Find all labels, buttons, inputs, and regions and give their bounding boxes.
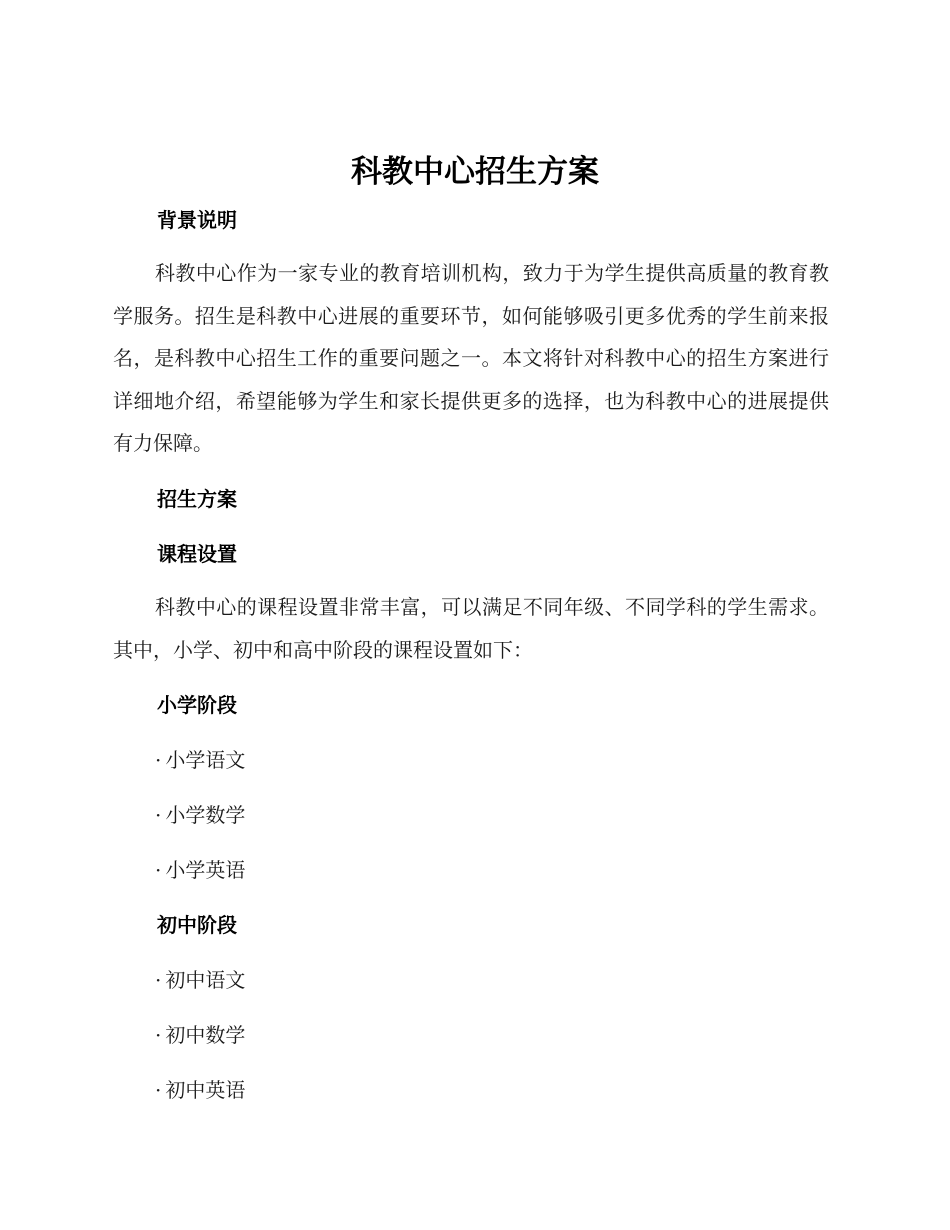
bullet-icon: ·	[155, 858, 162, 882]
list-item	[155, 745, 245, 775]
background-paragraph: 科教中心作为一家专业的教育培训机构，致力于为学生提供高质量的教育教学服务。招生是科教中心进展的重要环节，如何能够吸引更多优秀的学生前来报名，是科教中心招生工作的重要问题之一。本文将针对科教中心的招生方案进行详细地介绍，希望能够为学生和家长提供更多的选择，也为科教中心的进展提供有力保障。	[113, 261, 829, 455]
list-item	[155, 800, 245, 830]
subheading-primary-stage: 小学阶段	[157, 693, 237, 717]
section-heading-plan: 招生方案	[157, 487, 237, 511]
list-item-label: 初中数学	[165, 1023, 246, 1047]
bullet-icon: ·	[155, 748, 162, 772]
bullet-icon: ·	[155, 968, 162, 992]
subheading-junior-stage: 初中阶段	[157, 913, 237, 937]
course-paragraph: 科教中心的课程设置非常丰富，可以满足不同年级、不同学科的学生需求。其中，小学、初中和高中阶段的课程设置如下：	[113, 595, 829, 662]
bullet-icon: ·	[155, 1023, 162, 1047]
document-title: 科教中心招生方案	[351, 154, 599, 190]
list-item-label: 小学数学	[165, 803, 246, 827]
list-item-label: 初中语文	[165, 968, 246, 992]
section-heading-background: 背景说明	[157, 208, 237, 232]
list-item-label: 小学英语	[165, 858, 246, 882]
list-item-label: 小学语文	[165, 748, 246, 772]
section-heading-courses: 课程设置	[157, 542, 237, 566]
list-item	[155, 965, 245, 995]
list-item	[155, 1020, 245, 1050]
bullet-icon: ·	[155, 1078, 162, 1102]
list-item	[155, 855, 245, 885]
bullet-icon: ·	[155, 803, 162, 827]
list-item-label: 初中英语	[165, 1078, 246, 1102]
list-item	[155, 1075, 245, 1105]
